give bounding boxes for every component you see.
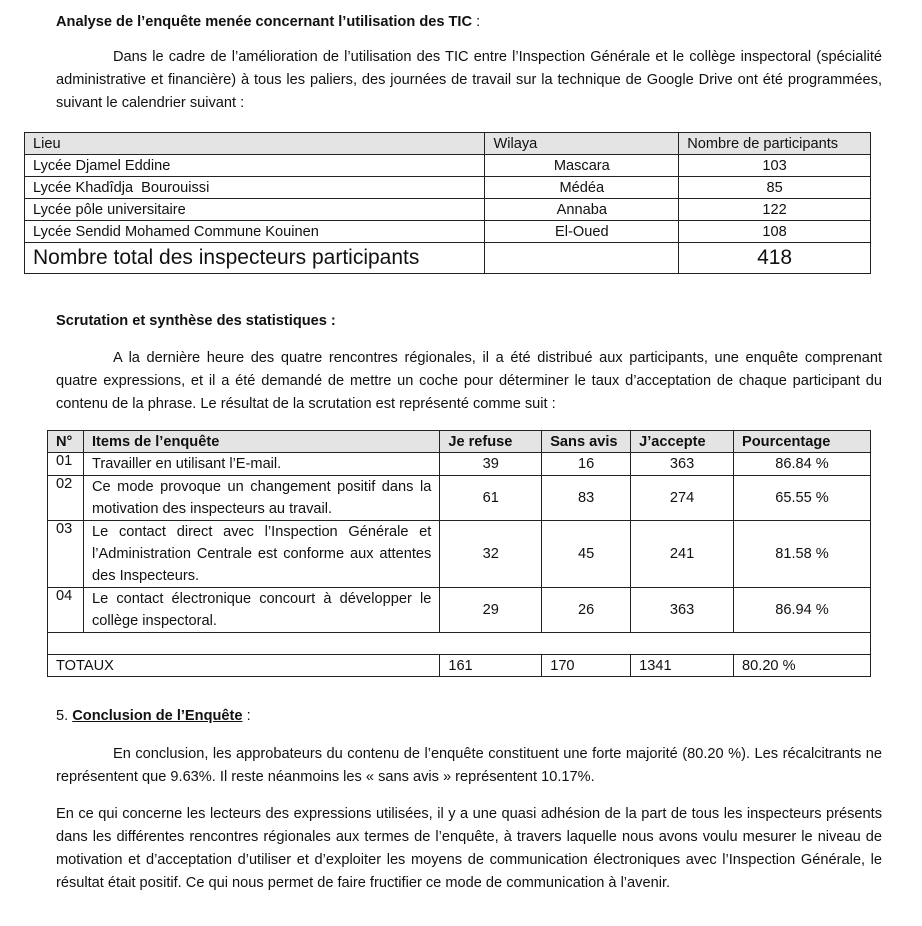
conclusion-paragraph-1: En conclusion, les approbateurs du contenu de l’enquête constituent une forte majorité (80.20 %). Les récalcitrants ne représentent que 9.63%. Il reste néanmoins les « sans avis » représentent 10.17%. bbox=[56, 746, 882, 785]
conclusion-number: 5. bbox=[56, 708, 73, 724]
totals-pourcentage: 80.20 % bbox=[734, 655, 871, 677]
participants-cell: 85 bbox=[679, 177, 871, 199]
item-number: 04 bbox=[48, 588, 84, 633]
wilaya-cell: Médéa bbox=[485, 177, 679, 199]
table-row bbox=[48, 476, 871, 521]
table-row bbox=[25, 199, 871, 221]
section2-title: Scrutation et synthèse des statistiques : bbox=[56, 313, 336, 329]
pourcentage-cell: 86.94 % bbox=[734, 588, 871, 633]
header-sans-avis: Sans avis bbox=[542, 431, 631, 453]
header-items: Items de l’enquête bbox=[83, 431, 439, 453]
conclusion-paragraph-2: En ce qui concerne les lecteurs des expressions utilisées, il y a une quasi adhésion de la part de tous les inspecteurs présents dans les différentes rencontres régionales aux termes de l’enquête, à travers laquelle nous avons voulu mesurer le niveau de motivation et d’acceptation d’utiliser et d’exploiter les moyens de communication électroniques avec l’Inspection Générale, le résultat était positif. Ce qui nous permet de faire fructifier ce mode de communication à l’avenir. bbox=[56, 806, 882, 891]
refuse-cell: 29 bbox=[440, 588, 542, 633]
sans-avis-cell: 83 bbox=[542, 476, 631, 521]
item-number: 03 bbox=[48, 521, 84, 588]
item-text: Le contact électronique concourt à développer le collège inspectoral. bbox=[83, 588, 439, 633]
pourcentage-cell: 81.58 % bbox=[734, 521, 871, 588]
refuse-cell: 39 bbox=[440, 453, 542, 476]
header-wilaya: Wilaya bbox=[485, 133, 679, 155]
participants-cell: 103 bbox=[679, 155, 871, 177]
section2-paragraph: A la dernière heure des quatre rencontres régionales, il a été distribué aux participants, une enquête comprenant quatre expressions, et il a été demandé de mettre un coche pour déterminer le taux d’acceptation de chaque participant du contenu de la phrase. Le résultat de la scrutation est représenté comme suit : bbox=[56, 350, 882, 412]
item-number: 01 bbox=[48, 453, 84, 476]
refuse-cell: 61 bbox=[440, 476, 542, 521]
totals-accepte: 1341 bbox=[631, 655, 734, 677]
table-row bbox=[25, 177, 871, 199]
sans-avis-cell: 45 bbox=[542, 521, 631, 588]
table-row bbox=[25, 155, 871, 177]
accepte-cell: 274 bbox=[631, 476, 734, 521]
title-suffix: : bbox=[472, 14, 481, 30]
conclusion-heading bbox=[56, 708, 251, 724]
survey-table bbox=[47, 430, 871, 677]
intro-paragraph: Dans le cadre de l’amélioration de l’utilisation des TIC entre l’Inspection Générale et le collège inspectoral (spécialité administrative et financière) à tous les paliers, des journées de travail sur la technique de Google Drive ont été programmées, suivant le calendrier suivant : bbox=[56, 49, 882, 111]
schedule-table bbox=[24, 132, 871, 274]
lieu-cell: Lycée Khadîdja Bourouissi bbox=[25, 177, 485, 199]
header-accepte: J’accepte bbox=[631, 431, 734, 453]
item-text: Ce mode provoque un changement positif dans la motivation des inspecteurs au travail. bbox=[83, 476, 439, 521]
document-title bbox=[56, 14, 480, 30]
table-row bbox=[48, 588, 871, 633]
header-pourcentage: Pourcentage bbox=[734, 431, 871, 453]
totals-refuse: 161 bbox=[440, 655, 542, 677]
empty-row bbox=[48, 633, 871, 655]
item-text: Travailler en utilisant l’E-mail. bbox=[83, 453, 439, 476]
pourcentage-cell: 86.84 % bbox=[734, 453, 871, 476]
title-text: Analyse de l’enquête menée concernant l’utilisation des TIC bbox=[56, 14, 473, 30]
participants-cell: 108 bbox=[679, 221, 871, 243]
total-label: Nombre total des inspecteurs participants bbox=[25, 243, 485, 274]
empty-cell bbox=[48, 633, 871, 655]
survey-header-row bbox=[48, 431, 871, 453]
totals-row bbox=[48, 655, 871, 677]
total-empty-cell bbox=[485, 243, 679, 274]
conclusion-suffix: : bbox=[242, 708, 251, 724]
table-row bbox=[25, 221, 871, 243]
refuse-cell: 32 bbox=[440, 521, 542, 588]
item-number: 02 bbox=[48, 476, 84, 521]
sans-avis-cell: 16 bbox=[542, 453, 631, 476]
item-text: Le contact direct avec l’Inspection Générale et l’Administration Centrale est conforme aux attentes des Inspecteurs. bbox=[83, 521, 439, 588]
participants-cell: 122 bbox=[679, 199, 871, 221]
total-value: 418 bbox=[679, 243, 871, 274]
sans-avis-cell: 26 bbox=[542, 588, 631, 633]
lieu-cell: Lycée Djamel Eddine bbox=[25, 155, 485, 177]
header-number: N° bbox=[48, 431, 84, 453]
totals-sans-avis: 170 bbox=[542, 655, 631, 677]
lieu-cell: Lycée pôle universitaire bbox=[25, 199, 485, 221]
table-row bbox=[48, 521, 871, 588]
header-refuse: Je refuse bbox=[440, 431, 542, 453]
accepte-cell: 363 bbox=[631, 453, 734, 476]
wilaya-cell: El-Oued bbox=[485, 221, 679, 243]
accepte-cell: 241 bbox=[631, 521, 734, 588]
table-row bbox=[48, 453, 871, 476]
lieu-cell: Lycée Sendid Mohamed Commune Kouinen bbox=[25, 221, 485, 243]
total-row bbox=[25, 243, 871, 274]
accepte-cell: 363 bbox=[631, 588, 734, 633]
header-lieu: Lieu bbox=[25, 133, 485, 155]
wilaya-cell: Mascara bbox=[485, 155, 679, 177]
header-participants: Nombre de participants bbox=[679, 133, 871, 155]
totals-label: TOTAUX bbox=[48, 655, 440, 677]
pourcentage-cell: 65.55 % bbox=[734, 476, 871, 521]
schedule-header-row bbox=[25, 133, 871, 155]
conclusion-title: Conclusion de l’Enquête bbox=[72, 708, 243, 724]
wilaya-cell: Annaba bbox=[485, 199, 679, 221]
